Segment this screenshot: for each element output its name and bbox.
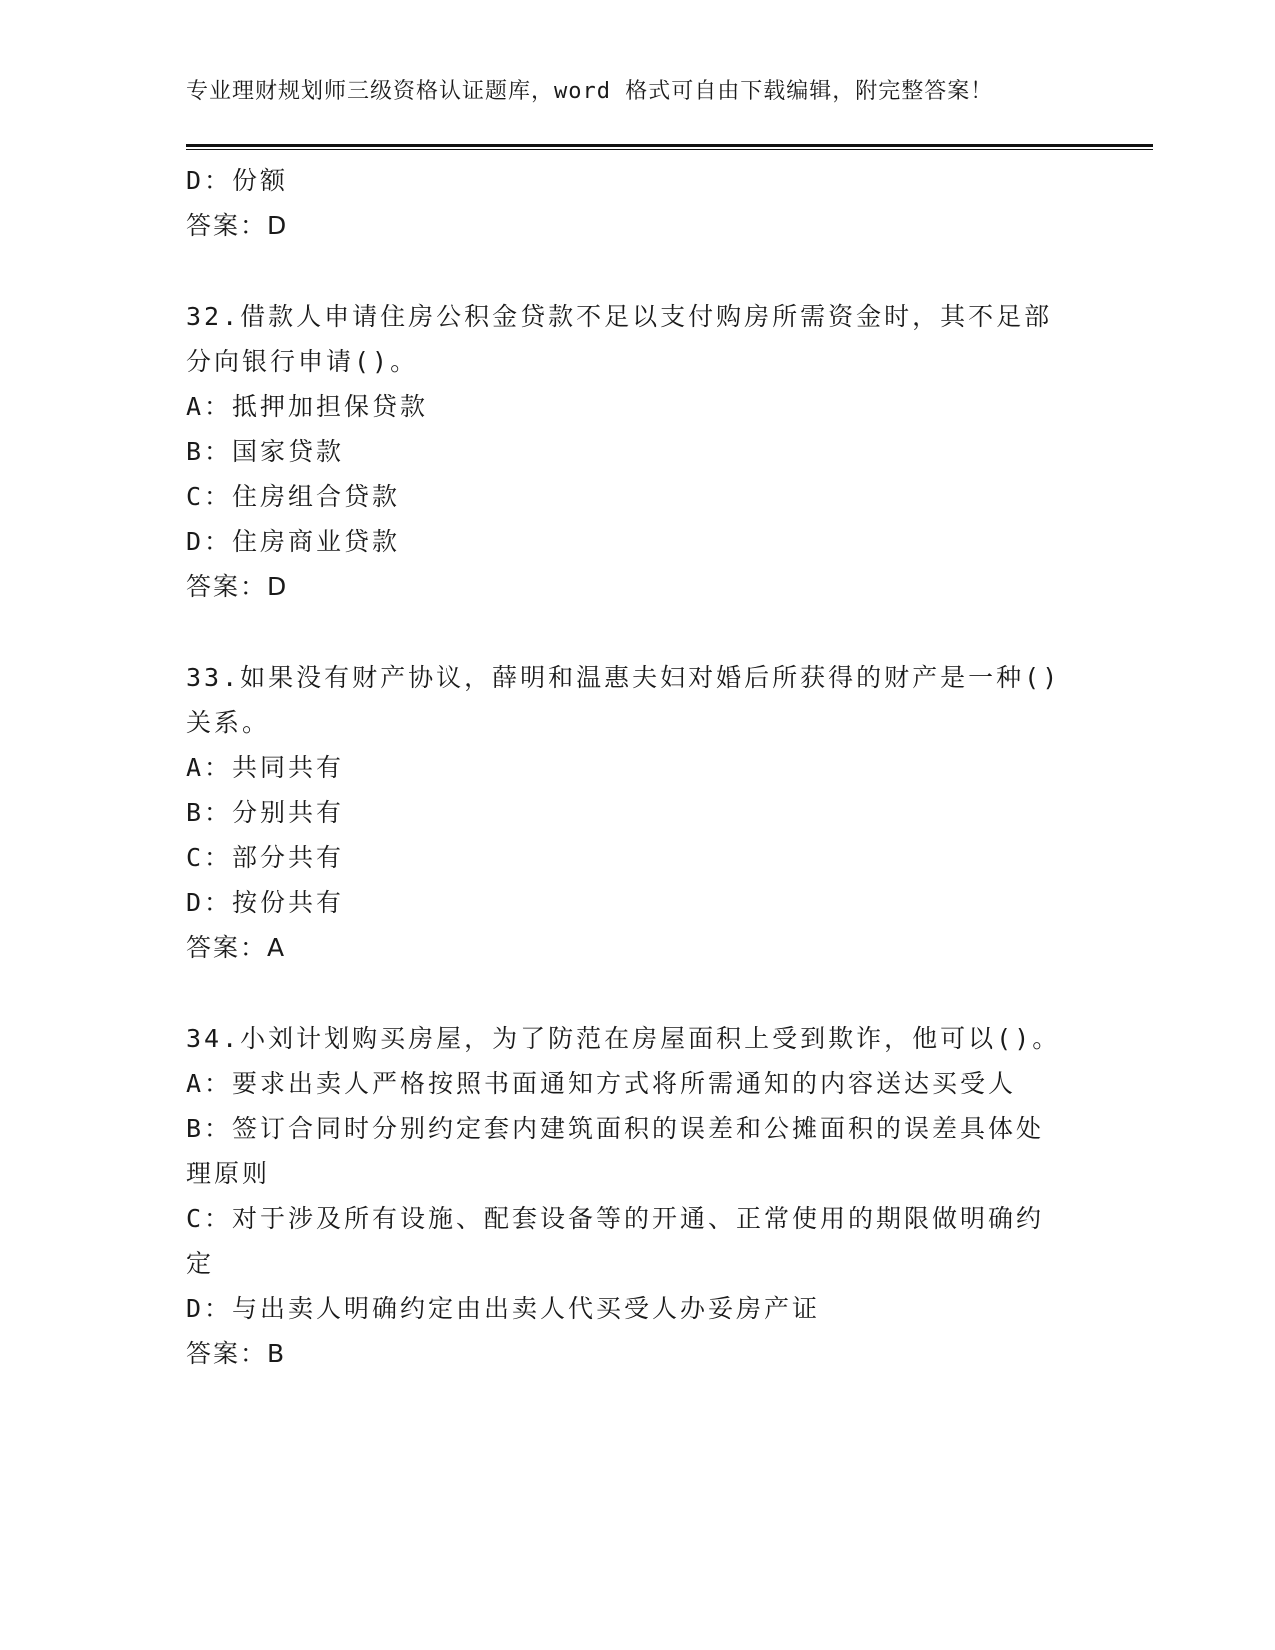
option-a: A：共同共有 [186, 753, 345, 782]
option-d: D：按份共有 [186, 888, 345, 917]
question-stem: 关系。 [186, 708, 271, 737]
answer-line: 答案：D [186, 572, 289, 601]
option-d: D：与出卖人明确约定由出卖人代买受人办妥房产证 [186, 1294, 821, 1323]
option-c: C：部分共有 [186, 843, 345, 872]
answer-line: 答案：B [186, 1339, 287, 1368]
question-stem: 32.借款人申请住房公积金贷款不足以支付购房所需资金时，其不足部 [186, 302, 1053, 331]
option-b: B：签订合同时分别约定套内建筑面积的误差和公摊面积的误差具体处 [186, 1114, 1045, 1143]
option-a: A：抵押加担保贷款 [186, 392, 429, 421]
spacer [186, 248, 1086, 294]
option-b-continued: 理原则 [186, 1159, 271, 1188]
question-stem: 34.小刘计划购买房屋，为了防范在房屋面积上受到欺诈，他可以()。 [186, 1024, 1061, 1053]
answer-line: 答案：A [186, 933, 287, 962]
option-d: D：份额 [186, 166, 289, 195]
option-a: A：要求出卖人严格按照书面通知方式将所需通知的内容送达买受人 [186, 1069, 1017, 1098]
question-list [186, 158, 1086, 1376]
option-c-continued: 定 [186, 1249, 215, 1278]
page-header: 专业理财规划师三级资格认证题库，word 格式可自由下载编辑，附完整答案！ [186, 79, 994, 104]
option-b: B：国家贷款 [186, 437, 345, 466]
question-stem: 分向银行申请()。 [186, 347, 419, 376]
option-b: B：分别共有 [186, 798, 345, 827]
header-divider [186, 144, 1153, 150]
option-d: D：住房商业贷款 [186, 527, 401, 556]
question-stem: 33.如果没有财产协议，薛明和温惠夫妇对婚后所获得的财产是一种() [186, 663, 1061, 692]
option-c: C：对于涉及所有设施、配套设备等的开通、正常使用的期限做明确约 [186, 1204, 1045, 1233]
answer-line: 答案：D [186, 211, 289, 240]
spacer [186, 609, 1086, 655]
spacer [186, 970, 1086, 1016]
option-c: C：住房组合贷款 [186, 482, 401, 511]
